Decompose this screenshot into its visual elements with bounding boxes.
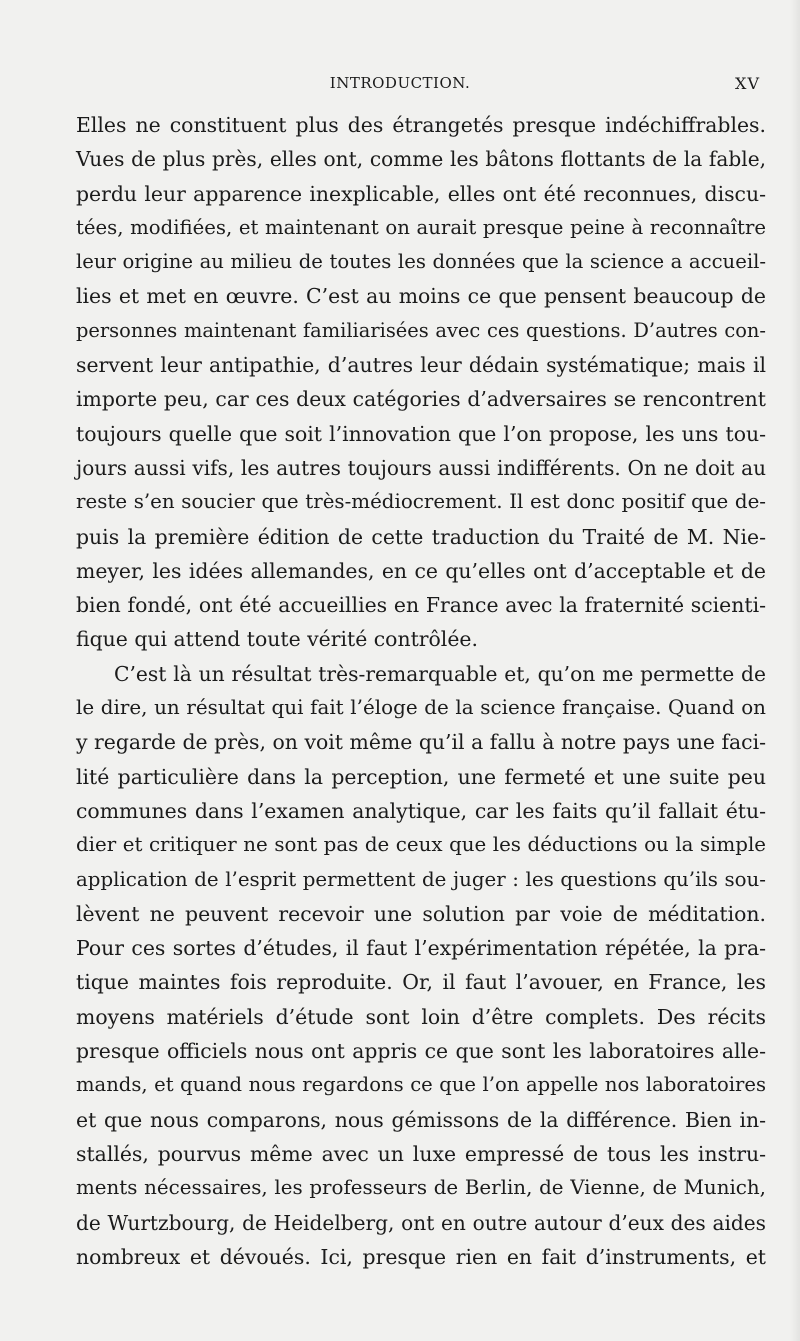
text-line: et que nous comparons, nous gémissons de la différence. Bien in- [76,1107,766,1132]
text-line: tées, modifiées, et maintenant on aurait presque peine à reconnaître [76,215,766,239]
body-text [76,108,766,1274]
text-line: dier et critiquer ne sont pas de ceux que les déductions ou la simple [76,833,766,857]
paragraph-2 [76,657,766,1274]
text-line: nombreux et dévoués. Ici, presque rien en fait d’instruments, et [76,1244,766,1269]
text-line: servent leur antipathie, d’autres leur dédain systématique; mais il [76,353,766,378]
text-line: jours aussi vifs, les autres toujours aussi indifférents. On ne doit au [76,455,766,480]
page-number: XV [735,74,760,93]
text-line: C’est là un résultat très-remarquable et, qu’on me permette de [114,661,766,686]
text-line: puis la première édition de cette traduction du Traité de M. Nie- [76,524,766,549]
running-header [0,62,800,92]
text-line: presque officiels nous ont appris ce que sont les laboratoires alle- [76,1039,766,1064]
text-line: Pour ces sortes d’études, il faut l’expérimentation répétée, la pra- [76,936,766,961]
text-line: leur origine au milieu de toutes les données que la science a accueil- [76,250,766,274]
text-line: tique maintes fois reproduite. Or, il faut l’avouer, en France, les [76,970,766,995]
text-line: meyer, les idées allemandes, en ce qu’elles ont d’acceptable et de [76,558,766,583]
text-line: y regarde de près, on voit même qu’il a fallu à notre pays une faci- [76,730,766,755]
text-line: communes dans l’examen analytique, car les faits qu’il fallait étu- [76,798,766,823]
text-line: ments nécessaires, les professeurs de Berlin, de Vienne, de Munich, [76,1176,766,1200]
text-line: le dire, un résultat qui fait l’éloge de la science française. Quand on [76,696,766,720]
text-line: personnes maintenant familiarisées avec ces questions. D’autres con- [76,318,766,342]
text-line: stallés, pourvus même avec un luxe empressé de tous les instru- [76,1141,766,1166]
text-line: mands, et quand nous regardons ce que l’on appelle nos laboratoires [76,1073,766,1097]
paragraph-1 [76,108,766,657]
page-edge-shadow [790,0,800,1341]
text-line: application de l’esprit permettent de juger : les questions qu’ils sou- [76,867,766,891]
text-line: Vues de plus près, elles ont, comme les bâtons flottants de la fable, [76,147,766,172]
text-line: reste s’en soucier que très-médiocrement. Il est donc positif que de- [76,490,766,514]
text-line: Elles ne constituent plus des étrangetés presque indéchiffrables. [76,113,766,137]
text-line: lies et met en œuvre. C’est au moins ce que pensent beaucoup de [76,284,766,309]
text-line: moyens matériels d’étude sont loin d’être complets. Des récits [76,1004,766,1029]
text-line: lité particulière dans la perception, une fermeté et une suite peu [76,764,766,789]
text-line: lèvent ne peuvent recevoir une solution par voie de méditation. [76,901,766,926]
text-line: toujours quelle que soit l’innovation que l’on propose, les uns tou- [76,421,766,446]
text-line: bien fondé, ont été accueillies en France avec la fraternité scienti- [76,593,766,618]
text-line: perdu leur apparence inexplicable, elles ont été reconnues, discu- [76,181,766,206]
text-line: fique qui attend toute vérité contrôlée. [76,627,478,652]
text-line: de Wurtzbourg, de Heidelberg, ont en outre autour d’eux des aides [76,1210,766,1235]
running-title: INTRODUCTION. [329,74,471,92]
text-line: importe peu, car ces deux catégories d’adversaires se rencontrent [76,387,766,412]
